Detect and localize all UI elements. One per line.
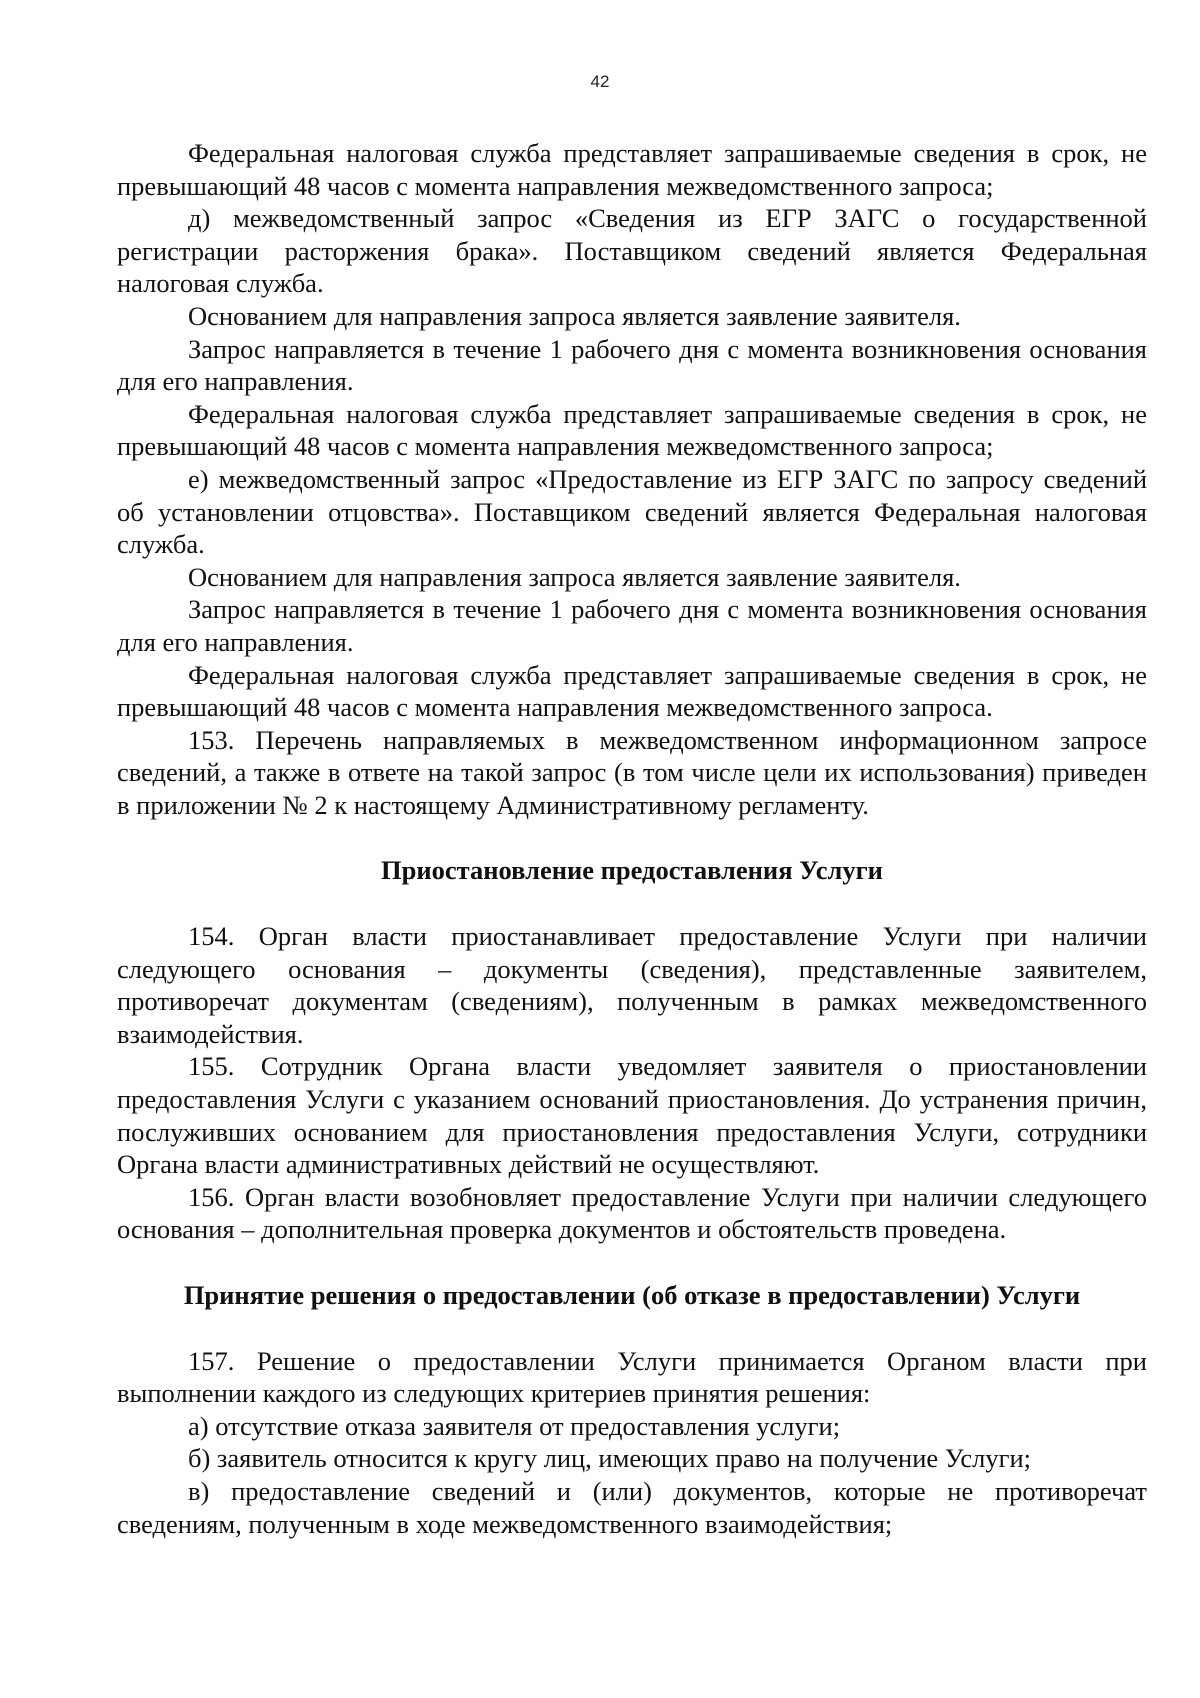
paragraph: 155. Сотрудник Органа власти уведомляет заявителя о приостановлении предоставления Услуги с указанием оснований приостановления. До устранения причин, послуживших основанием для приостановления предоставления Услуги, сотрудники Органа власти административных действий не осуществляют. bbox=[117, 1051, 1147, 1180]
paragraph: Запрос направляется в течение 1 рабочего дня с момента возникновения основания для его направления. bbox=[117, 594, 1147, 657]
paragraph: 154. Орган власти приостанавливает предоставление Услуги при наличии следующего основания – документы (сведения), представленные заявителем, противоречат документам (сведениям), полученным в рамках межведомственного взаимодействия. bbox=[117, 921, 1147, 1049]
paragraph: д) межведомственный запрос «Сведения из ЕГР ЗАГС о государственной регистрации расторжения брака». Поставщиком сведений является Федеральная налоговая служба. bbox=[117, 203, 1147, 299]
paragraph: в) предоставление сведений и (или) документов, которые не противоречат сведениям, полученным в ходе межведомственного взаимодействия; bbox=[117, 1475, 1147, 1539]
paragraph: Федеральная налоговая служба представляет запрашиваемые сведения в срок, не превышающий 48 часов с момента направления межведомственного запроса. bbox=[117, 659, 1147, 723]
paragraph: Федеральная налоговая служба представляет запрашиваемые сведения в срок, не превышающий 48 часов с момента направления межведомственного запроса; bbox=[117, 398, 1147, 462]
page-number: 42 bbox=[590, 72, 610, 91]
paragraph: б) заявитель относится к кругу лиц, имеющих право на получение Услуги; bbox=[188, 1443, 1031, 1474]
paragraph: 157. Решение о предоставлении Услуги принимается Органом власти при выполнении каждого из следующих критериев принятия решения: bbox=[117, 1345, 1147, 1409]
paragraph: Запрос направляется в течение 1 рабочего дня с момента возникновения основания для его направления. bbox=[117, 333, 1147, 397]
paragraph: 156. Орган власти возобновляет предоставление Услуги при наличии следующего основания – дополнительная проверка документов и обстоятельств проведена. bbox=[117, 1181, 1147, 1245]
document-body bbox=[117, 137, 1147, 1540]
section-heading: Принятие решения о предоставлении (об отказе в предоставлении) Услуги bbox=[183, 1280, 1081, 1310]
paragraph: 153. Перечень направляемых в межведомственном информационном запросе сведений, а также в ответе на такой запрос (в том числе цели их использования) приведен в приложении № 2 к настоящему Административному регламенту. bbox=[117, 724, 1147, 820]
paragraph: Федеральная налоговая служба представляет запрашиваемые сведения в срок, не превышающий 48 часов с момента направления межведомственного запроса; bbox=[117, 138, 1147, 201]
paragraph: Основанием для направления запроса является заявление заявителя. bbox=[188, 561, 961, 592]
paragraph: е) межведомственный запрос «Предоставление из ЕГР ЗАГС по запросу сведений об установлении отцовства». Поставщиком сведений является Федеральная налоговая служба. bbox=[117, 463, 1147, 560]
paragraph: Основанием для направления запроса является заявление заявителя. bbox=[188, 300, 961, 331]
section-heading: Приостановление предоставления Услуги bbox=[381, 855, 883, 886]
paragraph: а) отсутствие отказа заявителя от предоставления услуги; bbox=[188, 1410, 841, 1441]
